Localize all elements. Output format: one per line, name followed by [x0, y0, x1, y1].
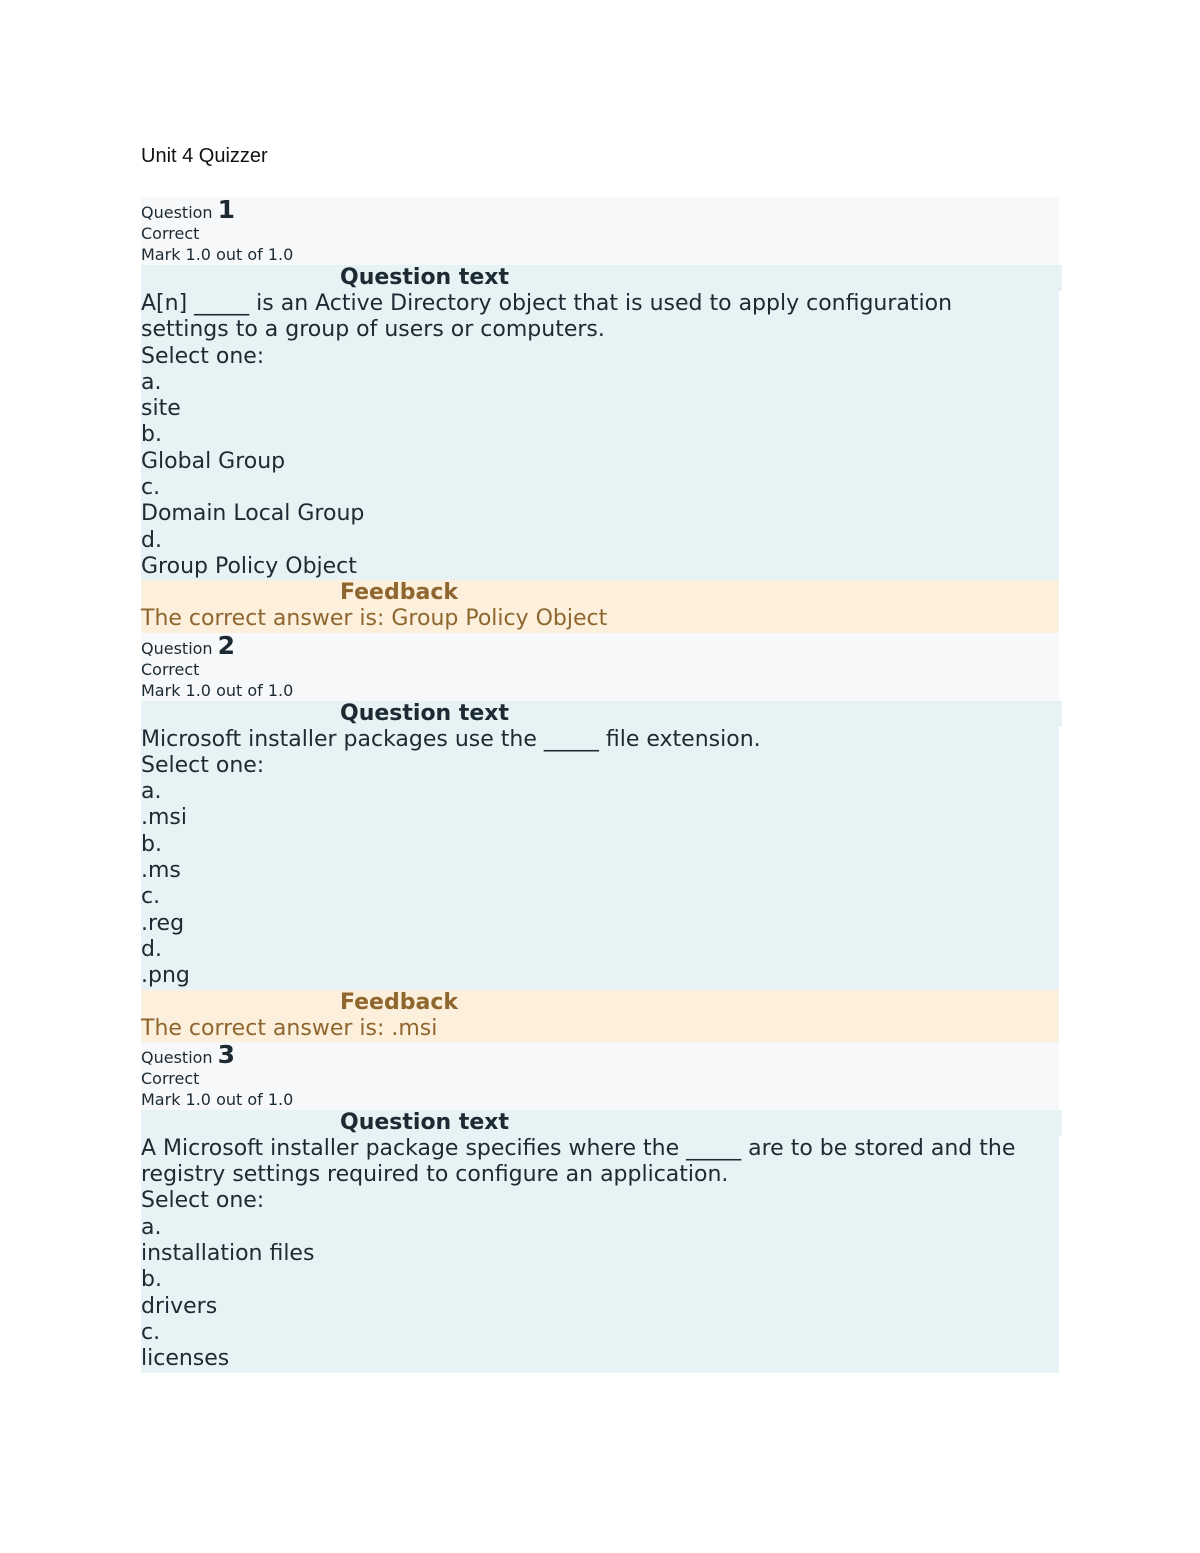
question-text-line: settings to a group of users or computers. — [141, 317, 605, 343]
option-letter: a. — [141, 1214, 162, 1240]
question-text-heading: Question text — [141, 1110, 1062, 1136]
quiz-document — [141, 142, 1059, 1373]
feedback-text: The correct answer is: Group Policy Object — [141, 606, 608, 632]
option-text[interactable]: .png — [141, 963, 190, 989]
feedback-block — [141, 990, 1059, 1042]
question-content — [141, 701, 1059, 990]
option-letter: c. — [141, 475, 161, 501]
option-letter: b. — [141, 422, 162, 448]
question-info — [141, 197, 1059, 265]
select-one-prompt: Select one: — [141, 1188, 265, 1214]
question-block — [141, 630, 1059, 1042]
select-one-prompt: Select one: — [141, 343, 265, 369]
question-block — [141, 1039, 1059, 1373]
feedback-heading: Feedback — [340, 580, 458, 606]
question-content — [141, 1110, 1059, 1373]
document-title: Unit 4 Quizzer — [141, 145, 268, 167]
question-text-heading: Question text — [141, 701, 1062, 727]
option-letter: a. — [141, 779, 162, 805]
question-text-line: A[n] _____ is an Active Directory object that is used to apply configuration — [141, 291, 953, 316]
question-state: Correct — [141, 224, 200, 243]
question-label — [141, 630, 1059, 660]
option-text[interactable]: .ms — [141, 858, 181, 884]
question-word: Question — [141, 1047, 213, 1067]
question-mark: Mark 1.0 out of 1.0 — [141, 680, 294, 700]
option-text[interactable]: licenses — [141, 1346, 230, 1372]
option-text[interactable]: .msi — [141, 805, 187, 831]
feedback-heading: Feedback — [340, 989, 458, 1015]
question-label — [141, 195, 1059, 224]
option-text[interactable]: installation files — [141, 1241, 315, 1267]
question-number: 3 — [217, 1039, 236, 1069]
option-text[interactable]: Domain Local Group — [141, 501, 365, 527]
option-text[interactable]: drivers — [141, 1293, 218, 1319]
question-text-line: Microsoft installer packages use the _____ file extension. — [141, 726, 761, 752]
option-letter: b. — [141, 1267, 162, 1293]
option-text[interactable]: Global Group — [141, 448, 286, 474]
question-text-line: registry settings required to configure an application. — [141, 1162, 729, 1188]
question-number: 1 — [217, 195, 236, 224]
question-label — [141, 1039, 1059, 1069]
question-info — [141, 1039, 1059, 1110]
option-letter: d. — [141, 527, 162, 553]
question-content — [141, 265, 1059, 580]
question-info — [141, 630, 1059, 701]
option-letter: c. — [141, 1319, 161, 1345]
question-state: Correct — [141, 1068, 200, 1088]
select-one-prompt: Select one: — [141, 752, 265, 778]
question-text-line: A Microsoft installer package specifies where the _____ are to be stored and the — [141, 1135, 1016, 1161]
question-state: Correct — [141, 659, 200, 679]
feedback-text: The correct answer is: .msi — [141, 1015, 438, 1041]
feedback-block — [141, 580, 1059, 632]
option-letter: b. — [141, 831, 162, 857]
question-number: 2 — [217, 630, 236, 660]
option-text[interactable]: site — [141, 396, 181, 422]
question-mark: Mark 1.0 out of 1.0 — [141, 1089, 294, 1109]
option-letter: c. — [141, 884, 161, 910]
question-word: Question — [141, 638, 213, 658]
option-text[interactable]: Group Policy Object — [141, 553, 357, 579]
question-block — [141, 197, 1059, 633]
question-word: Question — [141, 203, 213, 222]
question-text-heading: Question text — [141, 265, 1062, 291]
option-text[interactable]: .reg — [141, 910, 185, 936]
option-letter: d. — [141, 936, 162, 962]
question-mark: Mark 1.0 out of 1.0 — [141, 245, 294, 264]
option-letter: a. — [141, 369, 162, 395]
